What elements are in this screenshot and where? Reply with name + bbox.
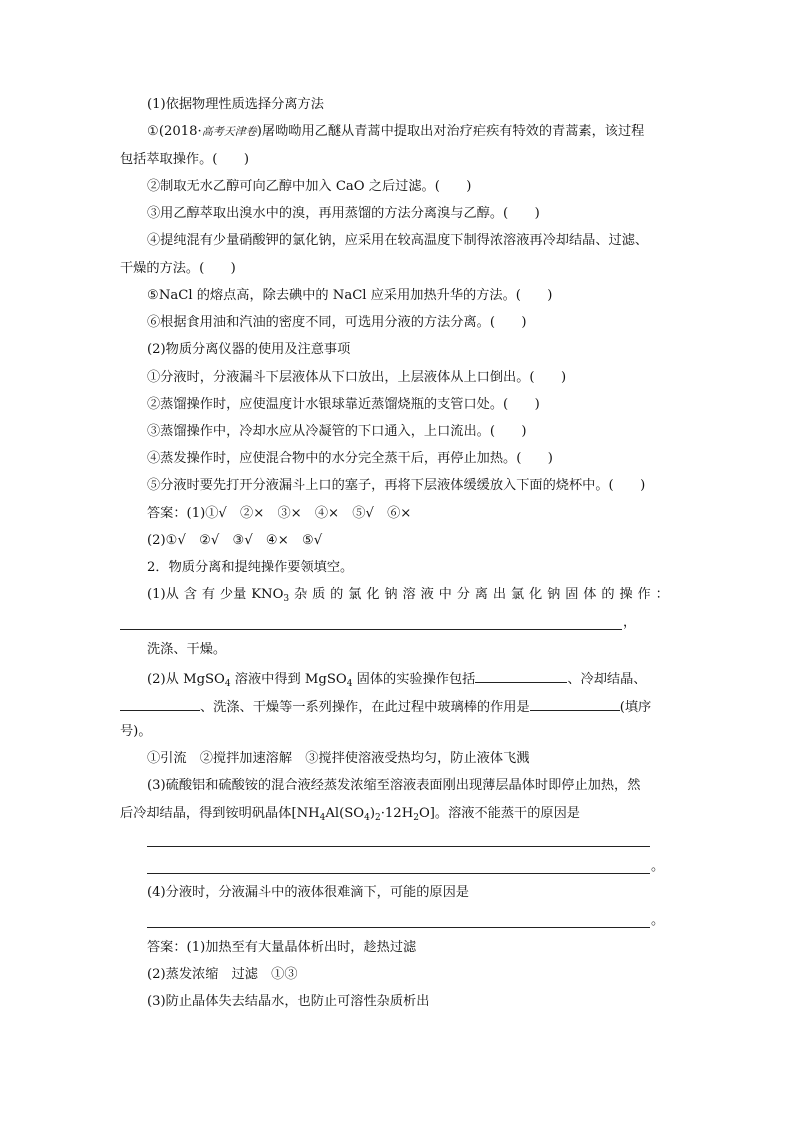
answer-line	[120, 629, 622, 630]
section-2-heading: (2)物质分离仪器的使用及注意事项	[147, 342, 351, 357]
q2-2-options: ①引流 ②搅拌加速溶解 ③搅拌使溶液受热均匀，防止液体飞溅	[147, 751, 530, 766]
answer-line	[147, 927, 650, 928]
fill-blank-3[interactable]	[530, 696, 620, 711]
answer-line	[147, 873, 650, 874]
comma-mark: ，	[623, 615, 637, 630]
answer-line	[147, 846, 650, 847]
item-2-1: ①分液时，分液漏斗下层液体从下口放出，上层液体从上口倒出。( )	[147, 370, 567, 385]
q2-4-line1: (4)分液时，分液漏斗中的液体很难滴下，可能的原因是	[147, 885, 469, 900]
item-2-3: ③蒸馏操作中，冷却水应从冷凝管的下口通入，上口流出。( )	[147, 424, 527, 439]
q2-2-line2: 、洗涤、干燥等一系列操作，在此过程中玻璃棒的作用是 (填序	[120, 696, 651, 717]
q2-3-line1: (3)硫酸铝和硫酸铵的混合液经蒸发浓缩至溶液表面刚出现薄层晶体时即停止加热，然	[147, 778, 641, 793]
answer-1-line1: 答案：(1)①√ ②× ③× ④× ⑤√ ⑥×	[147, 506, 412, 521]
item-2-2: ②蒸馏操作时，应使温度计水银球靠近蒸馏烧瓶的支管口处。( )	[147, 397, 540, 412]
item-1-4-line1: ④提纯混有少量硝酸钾的氯化钠，应采用在较高温度下制得浓溶液再冷却结晶、过滤、	[147, 233, 649, 248]
answer-2-line3: (3)防止晶体失去结晶水，也防止可溶性杂质析出	[147, 994, 430, 1009]
q2-3-line2: 后冷却结晶，得到铵明矾晶体$[NH_4Al(SO_4)_2\cdot 12H_2O]$。溶液不能蒸干的原因是	[120, 806, 580, 823]
item-1-3: ③用乙醇萃取出溴水中的溴，再用蒸馏的方法分离溴与乙醇。( )	[147, 206, 540, 221]
answer-2-line1: 答案：(1)加热至有大量晶体析出时，趁热过滤	[147, 940, 417, 955]
item-1-2: ②制取无水乙醇可向乙醇中加入 CaO 之后过滤。( )	[147, 179, 472, 194]
source-tag: 高考天津卷	[201, 125, 257, 138]
item-2-5: ⑤分液时要先打开分液漏斗上口的塞子，再将下层液体缓缓放入下面的烧杯中。( )	[147, 478, 646, 493]
item-2-4: ④蒸发操作时，应使混合物中的水分完全蒸干后，再停止加热。( )	[147, 451, 553, 466]
q2-1-line3: 洗涤、干燥。	[147, 642, 227, 657]
period-mark: 。	[651, 913, 665, 928]
item-1-1-line1: ①(2018·高考天津卷)屠呦呦用乙醚从青蒿中提取出对治疗疟疾有特效的青蒿素，该过程	[147, 124, 645, 139]
q2-1-line1: (1)从 含 有 少量 $KNO_3$ 杂 质 的 氯 化 钠 溶 液 中 分 离 出 氯 化 钠 固 体 的 操 作 ：	[147, 587, 669, 604]
fill-blank-1[interactable]	[475, 668, 567, 683]
fill-blank-2[interactable]	[120, 696, 200, 711]
answer-2-line2: (2)蒸发浓缩 过滤 ①③	[147, 967, 298, 982]
item-1-5: ⑤NaCl 的熔点高，除去碘中的 NaCl 应采用加热升华的方法。( )	[147, 288, 553, 303]
question-2-heading: 2．物质分离和提纯操作要领填空。	[147, 560, 354, 575]
period-mark: 。	[651, 859, 665, 874]
section-1-heading: (1)依据物理性质选择分离方法	[147, 97, 324, 112]
item-1-1-line2: 包括萃取操作。( )	[120, 152, 249, 167]
item-1-6: ⑥根据食用油和汽油的密度不同，可选用分液的方法分离。( )	[147, 315, 527, 330]
item-1-4-line2: 干燥的方法。( )	[120, 261, 236, 276]
q2-2-line3: 号)。	[120, 724, 152, 739]
q2-2-line1: (2)从 MgSO$_4$ 溶液中得到 MgSO$_4$ 固体的实验操作包括 、冷却结晶、	[147, 668, 646, 689]
answer-1-line2: (2)①√ ②√ ③√ ④× ⑤√	[147, 533, 323, 548]
